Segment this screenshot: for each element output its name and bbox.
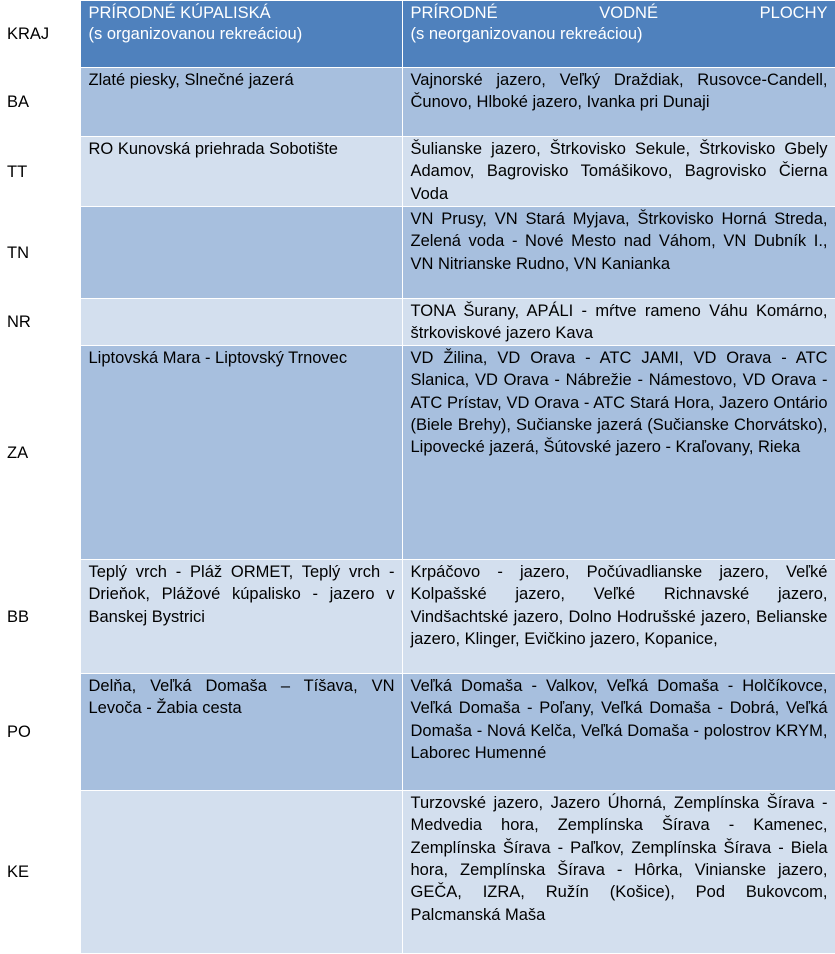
- plochy-cell: Krpáčovo - jazero, Počúvadlianske jazero, Veľké Kolpašské jazero, Veľké Richnavské jazero, Vindšachtské jazero, Dolno Hodrušské jazero, Belianske jazero, Klinger, Evičkino jazero, Kopanice,: [402, 559, 835, 673]
- header-plochy-subtitle: (s neorganizovanou rekreáciou): [410, 25, 643, 43]
- table-row: [0, 559, 835, 673]
- header-kupaliska-subtitle: (s organizovanou rekreáciou): [88, 25, 303, 43]
- kraj-cell: NR: [0, 299, 80, 346]
- kraj-cell: TT: [0, 137, 80, 207]
- table-row: [0, 299, 835, 346]
- kraj-cell: ZA: [0, 345, 80, 559]
- kupaliska-cell: [80, 790, 402, 953]
- kraj-cell: BB: [0, 559, 80, 673]
- plochy-cell: VN Prusy, VN Stará Myjava, Štrkovisko Horná Streda, Zelená voda - Nové Mesto nad Váhom, VN Dubník I., VN Nitrianske Rudno, VN Kanianka: [402, 207, 835, 299]
- table-row: [0, 68, 835, 137]
- header-plochy-title: PRÍRODNÉ VODNÉ PLOCHY: [410, 4, 828, 22]
- table-row: [0, 673, 835, 790]
- kupaliska-cell: Teplý vrch - Pláž ORMET, Teplý vrch - Drieňok, Plážové kúpalisko - jazero v Banskej Bystrici: [80, 559, 402, 673]
- table-row: [0, 137, 835, 207]
- header-plochy: [402, 1, 835, 68]
- kraj-cell: PO: [0, 673, 80, 790]
- header-kupaliska: [80, 1, 402, 68]
- table-row: [0, 790, 835, 953]
- table-row: [0, 207, 835, 299]
- plochy-cell: Šulianske jazero, Štrkovisko Sekule, Štrkovisko Gbely Adamov, Bagrovisko Tomášikovo, Bagrovisko Čierna Voda: [402, 137, 835, 207]
- header-kupaliska-title: PRÍRODNÉ KÚPALISKÁ: [88, 4, 271, 22]
- plochy-cell: Veľká Domaša - Valkov, Veľká Domaša - Holčíkovce, Veľká Domaša - Poľany, Veľká Domaša - Dobrá, Veľká Domaša - Nová Kelča, Veľká Domaša - polostrov KRYM, Laborec Humenné: [402, 673, 835, 790]
- kupaliska-cell: Delňa, Veľká Domaša – Tíšava, VN Levoča - Žabia cesta: [80, 673, 402, 790]
- kupaliska-cell: Liptovská Mara - Liptovský Trnovec: [80, 345, 402, 559]
- kupaliska-cell: RO Kunovská priehrada Sobotište: [80, 137, 402, 207]
- plochy-cell: VD Žilina, VD Orava - ATC JAMI, VD Orava - ATC Slanica, VD Orava - Nábrežie - Námestovo, VD Orava - ATC Prístav, VD Orava - ATC Stará Hora, Jazero Ontário (Biele Brehy), Sučianske jazerá (Sučianske Chorvátsko), Lipovecké jazerá, Šútovské jazero - Kraľovany, Rieka: [402, 345, 835, 559]
- kupaliska-cell: [80, 299, 402, 346]
- kraj-cell: KE: [0, 790, 80, 953]
- table-header-row: [0, 1, 835, 68]
- plochy-cell: Vajnorské jazero, Veľký Draždiak, Rusovce-Candell, Čunovo, Hlboké jazero, Ivanka pri Dunaji: [402, 68, 835, 137]
- header-kraj: KRAJ: [0, 1, 80, 68]
- kupaliska-cell: Zlaté piesky, Slnečné jazerá: [80, 68, 402, 137]
- plochy-cell: TONA Šurany, APÁLI - mŕtve rameno Váhu Komárno, štrkoviskové jazero Kava: [402, 299, 835, 346]
- kraj-cell: TN: [0, 207, 80, 299]
- table-row: [0, 345, 835, 559]
- plochy-cell: Turzovské jazero, Jazero Úhorná, Zemplínska Šírava - Medvedia hora, Zemplínska Šírava - Kamenec, Zemplínska Šírava - Paľkov, Zemplínska Šírava - Biela hora, Zemplínska Šírava - Hôrka, Vinianske jazero, GEČA, IZRA, Ružín (Košice), Pod Bukovcom, Palcmanská Maša: [402, 790, 835, 953]
- kraj-cell: BA: [0, 68, 80, 137]
- kupaliska-cell: [80, 207, 402, 299]
